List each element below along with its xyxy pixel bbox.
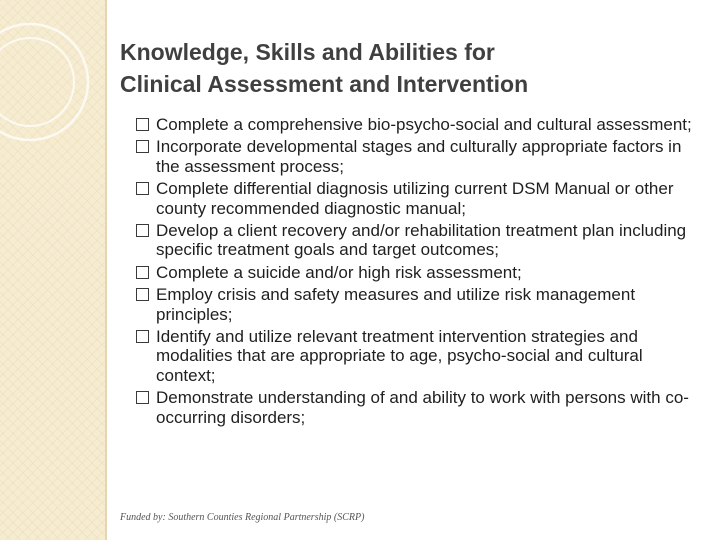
checkbox-bullet-icon	[136, 266, 149, 279]
checkbox-bullet-icon	[136, 330, 149, 343]
bullet-text: Complete a comprehensive bio-psycho-social and cultural assessment;	[156, 115, 692, 134]
bullet-text: Demonstrate understanding of and ability to work with persons with co-occurring disorders;	[156, 388, 689, 427]
bullet-text: Incorporate developmental stages and culturally appropriate factors in the assessment process;	[156, 137, 682, 176]
bullet-item	[134, 115, 702, 134]
checkbox-bullet-icon	[136, 391, 149, 404]
bullet-item	[134, 221, 702, 260]
checkbox-bullet-icon	[136, 224, 149, 237]
checkbox-bullet-icon	[136, 140, 149, 153]
decorative-side-panel	[0, 0, 105, 540]
bullet-item	[134, 137, 702, 176]
bullet-item	[134, 285, 702, 324]
bullet-item	[134, 263, 702, 282]
bullet-item	[134, 388, 702, 427]
checkbox-bullet-icon	[136, 288, 149, 301]
funding-footer: Funded by: Southern Counties Regional Partnership (SCRP)	[120, 512, 365, 523]
bullet-list	[134, 115, 702, 430]
bullet-text: Employ crisis and safety measures and utilize risk management principles;	[156, 285, 636, 324]
slide-title-line-2: Clinical Assessment and Intervention	[120, 71, 529, 97]
slide-title-line-1: Knowledge, Skills and Abilities for	[120, 39, 495, 65]
bullet-text: Complete differential diagnosis utilizing current DSM Manual or other county recommended diagnostic manual;	[156, 179, 674, 218]
checkbox-bullet-icon	[136, 182, 149, 195]
bullet-text: Develop a client recovery and/or rehabilitation treatment plan including specific treatment goals and target outcomes;	[156, 221, 687, 260]
checkbox-bullet-icon	[136, 118, 149, 131]
slide-title	[120, 36, 700, 100]
bullet-text: Complete a suicide and/or high risk assessment;	[156, 262, 522, 282]
bullet-item	[134, 179, 702, 218]
panel-divider	[105, 0, 107, 540]
bullet-item	[134, 327, 702, 385]
decorative-circles	[0, 0, 105, 540]
bullet-text: Identify and utilize relevant treatment intervention strategies and modalities that are appropriate to age, psycho-social and cultural context;	[156, 327, 643, 385]
